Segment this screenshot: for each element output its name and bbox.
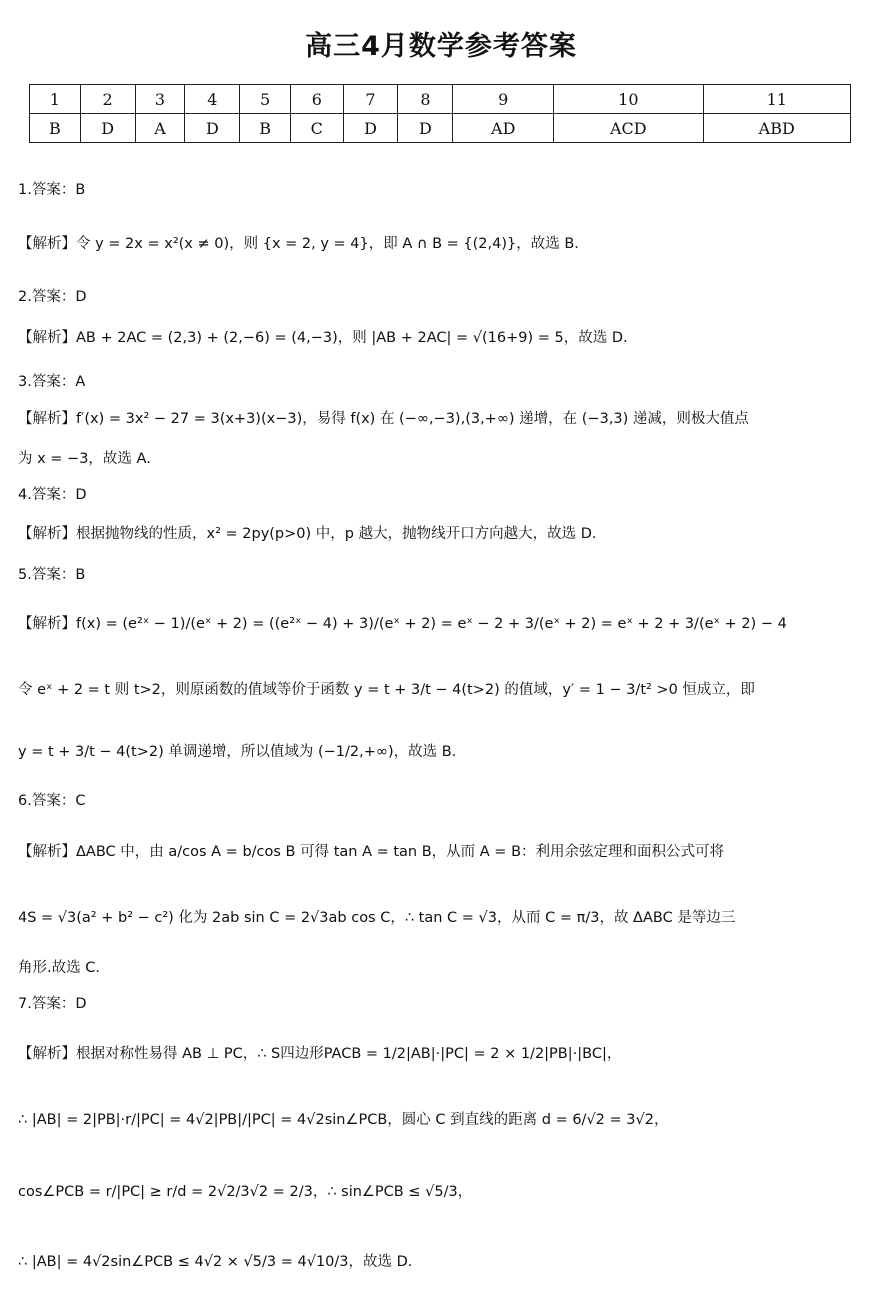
page-title: 高三4月数学参考答案 <box>305 31 577 62</box>
solution-4-label: 4.答案：D <box>18 487 87 503</box>
solution-2-explanation: 【解析】AB + 2AC = (2,3) + (2,−6) = (4,−3)，则 |AB + 2AC| = √(16+9) = 5，故选 D. <box>18 330 628 346</box>
question-number: 6 <box>290 85 343 114</box>
question-number: 4 <box>185 85 240 114</box>
answer-cell: ABD <box>703 114 851 143</box>
question-number: 3 <box>135 85 185 114</box>
solution-7-explanation-line-3: cos∠PCB = r/|PC| ≥ r/d = 2√2/3√2 = 2/3，∴ sin∠PCB ≤ √5/3， <box>18 1184 473 1200</box>
solution-6-explanation-line-2: 4S = √3(a² + b² − c²) 化为 2ab sin C = 2√3ab cos C，∴ tan C = √3，从而 C = π/3，故 ΔABC 是等边三 <box>18 910 736 926</box>
question-number: 10 <box>554 85 703 114</box>
solution-7-label: 7.答案：D <box>18 996 87 1012</box>
answer-cell: B <box>240 114 291 143</box>
question-number: 9 <box>453 85 554 114</box>
question-number: 8 <box>398 85 453 114</box>
solution-1-label: 1.答案：B <box>18 182 86 198</box>
answer-cell: B <box>30 114 81 143</box>
answer-cell: D <box>185 114 240 143</box>
answer-cell: C <box>290 114 343 143</box>
solution-6-explanation-line-3: 角形.故选 C. <box>18 960 100 976</box>
solution-5-explanation-line-2: 令 eˣ + 2 = t 则 t>2，则原函数的值域等价于函数 y = t + 3/t − 4(t>2) 的值域，y′ = 1 − 3/t² >0 恒成立，即 <box>18 682 755 698</box>
answer-cell: ACD <box>554 114 703 143</box>
answer-table-number-row <box>30 85 851 114</box>
answer-cell: D <box>80 114 135 143</box>
question-number: 5 <box>240 85 291 114</box>
question-number: 2 <box>80 85 135 114</box>
solution-4-explanation: 【解析】根据抛物线的性质，x² = 2py(p>0) 中，p 越大，抛物线开口方向越大，故选 D. <box>18 526 597 542</box>
question-number: 11 <box>703 85 851 114</box>
question-number: 1 <box>30 85 81 114</box>
answer-table-answer-row <box>30 114 851 143</box>
solution-5-explanation-line-1: 【解析】f(x) = (e²ˣ − 1)/(eˣ + 2) = ((e²ˣ − 4) + 3)/(eˣ + 2) = eˣ − 2 + 3/(eˣ + 2) = eˣ + 2 + 3/(eˣ + 2) − 4 <box>18 616 787 632</box>
solution-2-label: 2.答案：D <box>18 289 87 305</box>
answer-table <box>29 84 851 143</box>
solution-7-explanation-line-4: ∴ |AB| = 4√2sin∠PCB ≤ 4√2 × √5/3 = 4√10/3，故选 D. <box>18 1254 413 1270</box>
solution-1-explanation: 【解析】令 y = 2x = x²(x ≠ 0)，则 {x = 2, y = 4}，即 A ∩ B = {(2,4)}，故选 B. <box>18 236 579 252</box>
solution-5-label: 5.答案：B <box>18 567 86 583</box>
answer-cell: D <box>398 114 453 143</box>
answer-cell: D <box>343 114 398 143</box>
answer-cell: AD <box>453 114 554 143</box>
solution-3-label: 3.答案：A <box>18 374 86 390</box>
solution-7-explanation-line-1: 【解析】根据对称性易得 AB ⊥ PC，∴ S四边形PACB = 1/2|AB|·|PC| = 2 × 1/2|PB|·|BC|， <box>18 1046 622 1062</box>
solution-6-label: 6.答案：C <box>18 793 86 809</box>
solution-6-explanation-line-1: 【解析】ΔABC 中，由 a/cos A = b/cos B 可得 tan A = tan B，从而 A = B：利用余弦定理和面积公式可将 <box>18 844 725 860</box>
solution-5-explanation-line-3: y = t + 3/t − 4(t>2) 单调递增，所以值域为 (−1/2,+∞)，故选 B. <box>18 744 457 760</box>
solution-3-explanation-line-2: 为 x = −3，故选 A. <box>18 451 151 467</box>
solution-3-explanation-line-1: 【解析】f′(x) = 3x² − 27 = 3(x+3)(x−3)，易得 f(x) 在 (−∞,−3),(3,+∞) 递增，在 (−3,3) 递减，则极大值点 <box>18 411 749 427</box>
question-number: 7 <box>343 85 398 114</box>
answer-cell: A <box>135 114 185 143</box>
solution-7-explanation-line-2: ∴ |AB| = 2|PB|·r/|PC| = 4√2|PB|/|PC| = 4√2sin∠PCB，圆心 C 到直线的距离 d = 6/√2 = 3√2， <box>18 1112 669 1128</box>
